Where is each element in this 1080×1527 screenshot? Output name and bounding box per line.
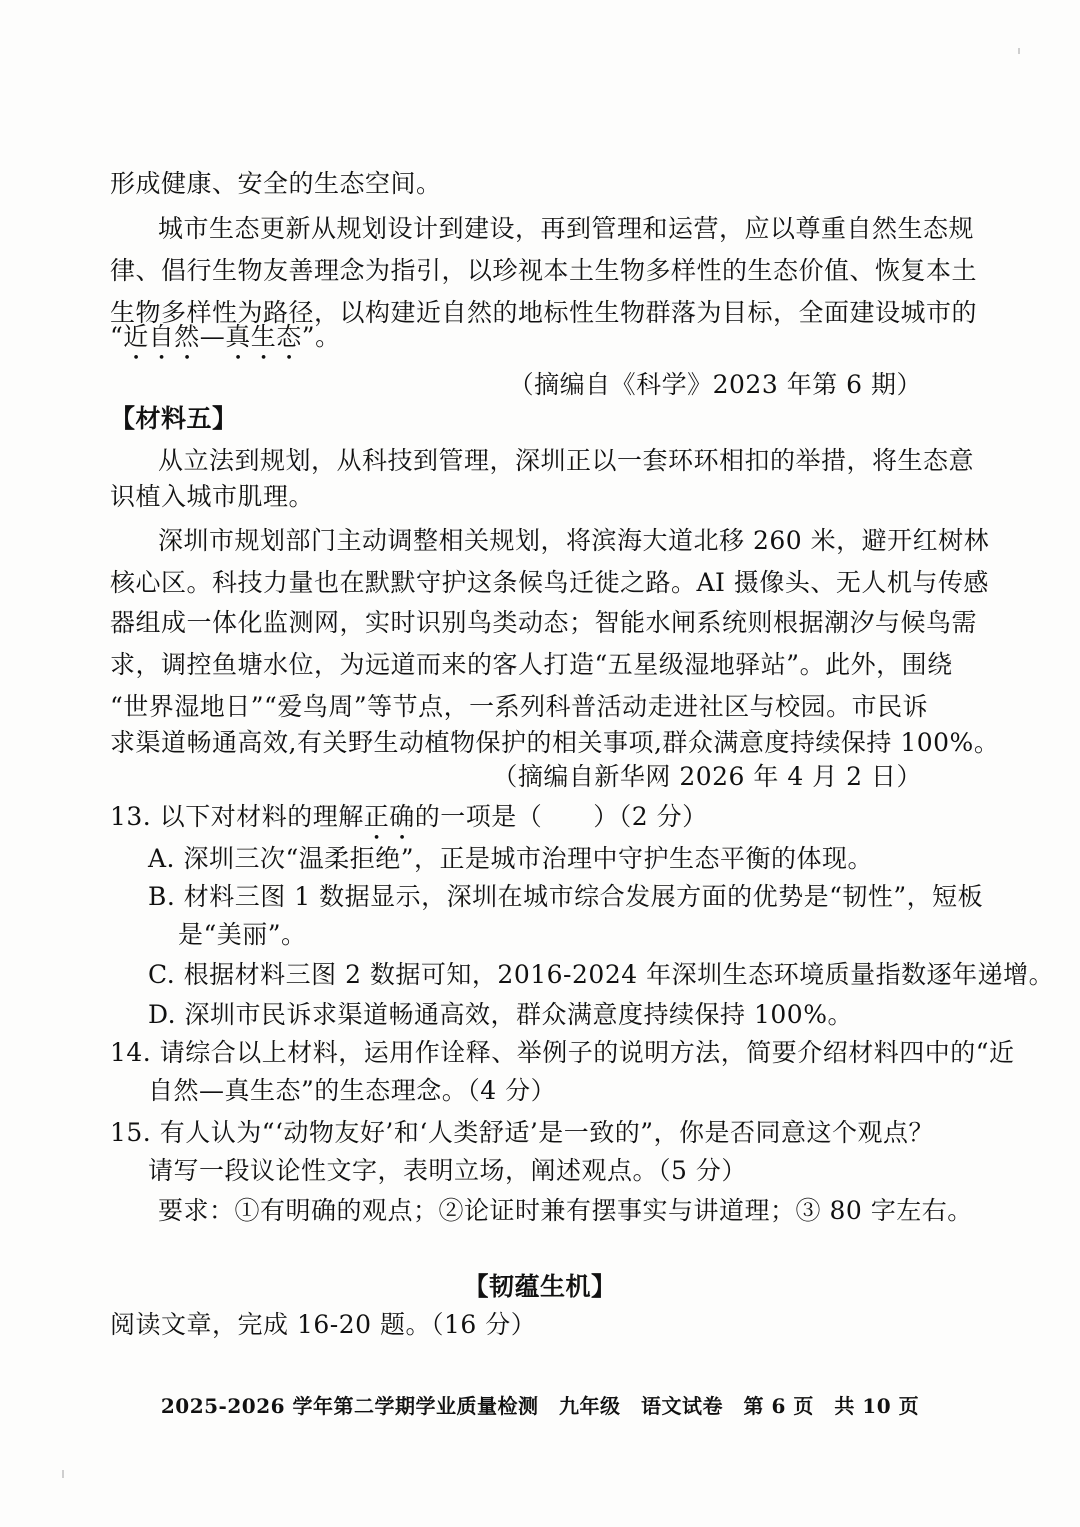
material5-line: 深圳市规划部门主动调整相关规划，将滨海大道北移 260 米，避开红树林 xyxy=(158,526,990,555)
material5-line: “世界湿地日”“爱鸟周”等节点，一系列科普活动走进社区与校园。市民诉 xyxy=(110,692,929,721)
question-15-line: 15. 有人认为“‘动物友好’和‘人类舒适’是一致的”，你是否同意这个观点？ xyxy=(110,1118,935,1147)
q13-emphasis: 正确 xyxy=(363,802,415,831)
question-13-stem xyxy=(110,800,708,846)
section-title: 【韧蕴生机】 xyxy=(463,1272,617,1301)
material4-line: 生物多样性为路径，以构建近自然的地标性生物群落为目标，全面建设城市的 xyxy=(110,298,978,327)
quote-close: ”。 xyxy=(301,322,341,351)
q13-option-b-cont: 是“美丽”。 xyxy=(178,920,307,949)
material4-line xyxy=(110,320,341,366)
material5-line: 识植入城市肌理。 xyxy=(110,482,315,511)
q13-option-d: D. 深圳市民诉求渠道畅通高效，群众满意度持续保持 100%。 xyxy=(148,1000,853,1029)
quote-open: “ xyxy=(110,322,124,351)
material4-line: 形成健康、安全的生态空间。 xyxy=(110,169,442,198)
material5-line: 求渠道畅通高效,有关野生动植物保护的相关事项,群众满意度持续保持 100%。 xyxy=(110,728,1000,757)
material4-line: 城市生态更新从规划设计到建设，再到管理和运营，应以尊重自然生态规 xyxy=(158,214,975,243)
q13-option-a: A. 深圳三次“温柔拒绝”，正是城市治理中守护生态平衡的体现。 xyxy=(148,844,874,873)
q13-stem-pre: 13. 以下对材料的理解 xyxy=(110,802,364,831)
material5-line: 核心区。科技力量也在默默守护这条候鸟迁徙之路。AI 摄像头、无人机与传感 xyxy=(110,568,989,597)
material5-line: 求，调控鱼塘水位，为远道而来的客人打造“五星级湿地驿站”。此外，围绕 xyxy=(110,650,953,679)
scan-mark xyxy=(62,1470,64,1478)
question-15-requirement: 要求：①有明确的观点；②论证时兼有摆事实与讲道理；③ 80 字左右。 xyxy=(158,1196,973,1225)
material5-source: （摘编自新华网 2026 年 4 月 2 日） xyxy=(492,762,922,791)
scan-mark xyxy=(1018,48,1020,54)
material5-line: 从立法到规划，从科技到管理，深圳正以一套环环相扣的举措，将生态意 xyxy=(158,446,975,475)
emphasized-phrase: 近自然—真生态 xyxy=(123,322,302,351)
q13-stem-post: 的一项是（ ）（2 分） xyxy=(414,802,708,831)
material4-line: 律、倡行生物友善理念为指引，以珍视本土生物多样性的生态价值、恢复本土 xyxy=(110,256,978,285)
question-14-line: 自然—真生态”的生态理念。（4 分） xyxy=(148,1076,557,1105)
material4-source: （摘编自《科学》2023 年第 6 期） xyxy=(508,370,922,399)
q13-option-b: B. 材料三图 1 数据显示，深圳在城市综合发展方面的优势是“韧性”，短板 xyxy=(148,882,984,911)
material5-title: 【材料五】 xyxy=(110,404,238,433)
question-14-line: 14. 请综合以上材料，运用作诠释、举例子的说明方法，简要介绍材料四中的“近 xyxy=(110,1038,1015,1067)
material5-line: 器组成一体化监测网，实时识别鸟类动态；智能水闸系统则根据潮汐与候鸟需 xyxy=(110,608,978,637)
section-intro: 阅读文章，完成 16-20 题。（16 分） xyxy=(110,1310,537,1339)
question-15-line: 请写一段议论性文字，表明立场，阐述观点。（5 分） xyxy=(148,1156,747,1185)
q13-option-c: C. 根据材料三图 2 数据可知，2016-2024 年深圳生态环境质量指数逐年递增。 xyxy=(148,960,1055,989)
page-footer: 2025-2026 学年第二学期学业质量检测 九年级 语文试卷 第 6 页 共 10 页 xyxy=(160,1394,920,1418)
